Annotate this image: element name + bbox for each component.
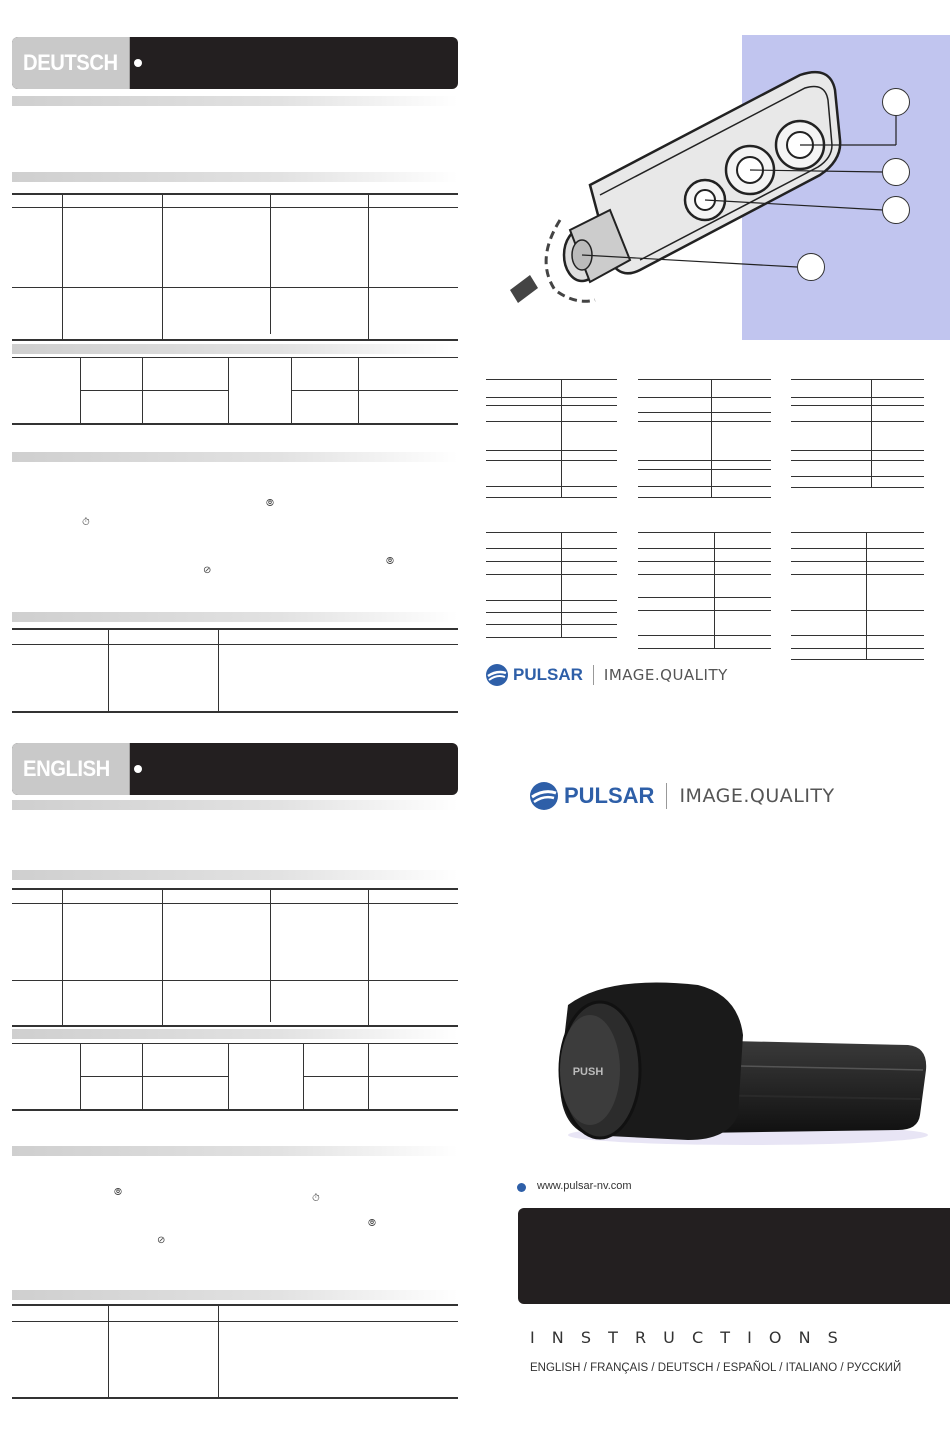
english-label: ENGLISH	[12, 743, 130, 795]
wifi-remote-icon: ⦾	[266, 498, 274, 509]
brand-tagline: IMAGE.QUALITY	[679, 785, 835, 807]
callout-1	[882, 88, 910, 116]
brand-tagline: IMAGE.QUALITY	[603, 666, 728, 684]
deutsch-header	[12, 37, 458, 89]
wifi-off-icon: ⊘	[203, 565, 212, 576]
pulsar-logo-large	[530, 782, 835, 810]
wifi-off-icon: ⊘	[157, 1235, 166, 1246]
wifi-check-icon: ⦾	[368, 1218, 376, 1229]
section-bar	[12, 1290, 458, 1300]
pulsar-logo-small	[486, 664, 728, 686]
section-bar	[12, 870, 458, 880]
callout-4	[797, 253, 825, 281]
instructions-heading: I N S T R U C T I O N S	[530, 1328, 844, 1347]
power-timer-icon: ⏱	[82, 517, 90, 528]
product-photo	[548, 975, 938, 1150]
brand-name: PULSAR	[564, 783, 655, 808]
push-label: PUSH	[572, 1066, 604, 1078]
website-link[interactable]: www.pulsar-nv.com	[537, 1180, 632, 1192]
section-bar	[12, 172, 458, 182]
section-bar	[12, 612, 458, 622]
web-bullet-icon	[517, 1183, 526, 1192]
deutsch-label: DEUTSCH	[12, 37, 130, 89]
section-bar	[12, 96, 458, 106]
header-dot	[134, 765, 142, 773]
section-bar	[12, 452, 458, 462]
header-dot	[134, 59, 142, 67]
callout-2	[882, 158, 910, 186]
callout-3	[882, 196, 910, 224]
title-panel	[518, 1208, 950, 1304]
pulsar-logo-icon	[530, 782, 558, 810]
language-list: ENGLISH / FRANÇAIS / DEUTSCH / ESPAÑOL / ITALIANO / РУССКИЙ	[530, 1362, 902, 1374]
english-header	[12, 743, 458, 795]
section-bar	[12, 800, 458, 810]
wifi-check-icon: ⦾	[386, 556, 394, 567]
section-bar	[12, 344, 458, 354]
section-bar	[12, 1146, 458, 1156]
wifi-remote-icon: ⦾	[114, 1187, 122, 1198]
section-bar	[12, 1029, 458, 1039]
pulsar-logo-icon	[486, 664, 508, 686]
brand-name: PULSAR	[513, 665, 583, 684]
power-timer-icon: ⏱	[312, 1193, 320, 1204]
